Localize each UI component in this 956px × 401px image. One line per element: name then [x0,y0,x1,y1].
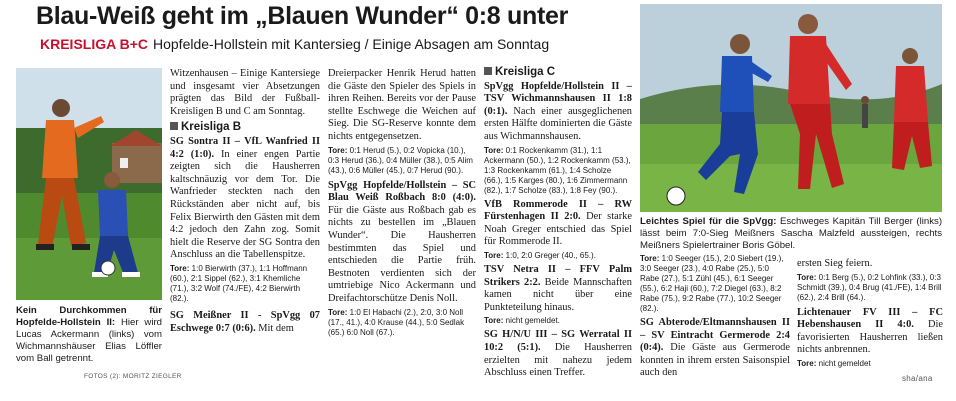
goals-label: Tore: [484,250,504,260]
photo-eschwege-vs-meissner-image [640,4,942,212]
match-report-abterode-germerode [640,317,790,380]
headline: Blau-Weiß geht im „Blauen Wunder“ 0:8 unter [36,2,569,30]
goal-list [797,359,943,369]
goal-list [484,251,632,261]
section-heading-kreisliga-c [484,66,632,79]
match-heading: TSV Netra II – FFV Palm Strikers 2:2. [484,263,632,288]
goals-label: Tore: [797,358,817,368]
photo-caption-2-lead: Leichtes Spiel für die SpVgg: [640,216,777,227]
match-text-continued: ersten Sieg feiern. [797,258,873,269]
match-heading: Lichtenauer FV III – FC Hebenshausen II 4:0. [797,306,943,331]
match-heading: SG H/N/U III – SG Werratal II 10:2 (5:1). [484,329,632,353]
article-column-3 [484,66,632,380]
goals-label: Tore: [797,272,817,282]
match-text: In einer engen Partie zeigten sich die Hausherren kaltschnäuzig vor dem Tor. Die Wanfrieder steckten nach den Rückständen aber nicht auf, bis Felix Bierwirth den Gästen mit dem 4:2 jedoch den Zahn zog. Somit hielt die Reserve der SG Sontra den Anschluss an die Tabellenspitze. [170,148,321,261]
goals-label: Tore: [484,145,504,155]
photo-caption-2-text: Eschweges Kapitän Till Berger (links) lässt beim 7:0-Sieg Meißners Sascha Malzfeld aussteigen, rechts Meißners Spielertrainer Boris Göbel. [640,216,943,251]
photo-credit: FOTOS (2): MORITZ ZIEGLER [84,373,182,380]
article-column-1 [170,68,320,335]
section-heading-text: Kreisliga B [181,121,242,134]
match-text: Der starke Noah Greger entschied das Spiel für Rommerode II. [484,211,632,248]
match-report-sontra-wanfried [170,136,320,262]
article-column-2 [328,68,476,341]
match-heading: SpVgg Hopfelde/Hollstein II – TSV Wichmannshausen II 1:8 (0:1). [484,80,632,117]
photo-hopfelde-vs-wichmannshausen [16,68,162,300]
section-heading-kreisliga-b [170,121,320,134]
match-text: Die Hausherren erzielten mit nahezu jedem Abschluss einen Treffer. [484,341,633,379]
goal-list [797,273,943,303]
article-column-4 [640,254,790,380]
goals-text: 1:0 El Habachi (2.), 2:0, 3:0 Noll (17., 41.), 4:0 Krause (44.), 5:0 Sedlak (65.) 6:0 Noll (67.). [328,307,465,337]
goals-text: 0:1 Berg (5.), 0:2 Lohfink (33.), 0:3 Schmidt (39.), 0:4 Brug (41./FE), 1:4 Brill (62.), 2:4 Brill (64.). [797,272,942,302]
match-text: Die Gäste aus Germerode konnten in ihrem ersten Saisonspiel auch den [640,342,790,379]
subheadline [40,36,549,52]
match-report-lichtenau-hebenshausen [797,307,943,357]
goals-text: 1:0 Seeger (15.), 2:0 Siebert (19.), 3:0 Seeger (23.), 4:0 Rabe (25.), 5:0 Rabe (27.), 5:1 Zühl (45.), 6:1 Seeger (55.), 6:2 Haji (60.), 7:2 Diegel (63.), 8:2 Rabe (75.), 9:2 Rabe (77.), 10:2 Seeger (82.). [640,254,784,313]
goals-text: nicht gemeldet [818,358,871,368]
author-credit: sha/ana [902,374,933,383]
match-report-hnu-werratal [484,329,632,379]
photo-caption-1 [16,305,162,365]
match-text-continued: Dreierpacker Henrik Herud hatten die Gäste den Spieler des Spiels in ihren Reihen. Bereits vor der Pause stellte Eschwege die Weichen auf Sieg. Die SG-Reserve konnte dem nichts entgegensetzen. [328,68,476,142]
match-report-meissner-eschwege [170,310,320,335]
match-text: Die favorisierten Hausherren ließen nichts anbrennen. [797,319,943,356]
goals-text: nicht gemeldet. [505,316,560,326]
article-column-5 [797,258,943,372]
match-heading: SG Abterode/Eltmannshausen II – SV Eintracht Germerode 2:4 (0:4). [640,317,790,354]
goal-list [328,146,476,176]
match-text: Mit dem [255,322,294,334]
goal-list [484,146,632,196]
match-heading: SG Meißner II - SpVgg 07 Eschwege 0:7 (0:6). [170,309,320,334]
photo-caption-2 [640,216,942,252]
goals-text: 0:1 Rockenkamm (31.), 1:1 Ackermann (50.), 1:2 Rockenkamm (53.), 1:3 Rockenkamm (61.), 1:4 Scholze (66.), 1:5 Karges (80.), 1:6 Zimmermann (82.), 1:7 Scholze (83.), 1:8 Fey (90.). [484,145,631,195]
kicker: KREISLIGA B+C [40,36,148,52]
subheadline-text: Hopfelde-Hollstein mit Kantersieg / Einige Absagen am Sonntag [153,36,550,52]
match-report-rommerode-fuerstenhagen [484,199,632,249]
goals-label: Tore: [328,307,348,317]
photo-eschwege-vs-meissner [640,4,942,212]
match-report-hopfelde-rossbach [328,180,476,306]
match-text: Nach einer ausgeglichenen ersten Hälfte dominierten die Gäste aus Wichmannshausen. [484,105,632,142]
match-heading: SpVgg Hopfelde/Hollstein – SC Blau Weiß Roßbach 8:0 (4:0). [328,179,476,204]
goal-list [640,254,790,314]
photo-caption-1-lead: Kein Durchkommen für Hopfelde-Hollstein II: [16,305,162,328]
goal-list [484,316,632,326]
goals-text: 0:1 Herud (5.), 0:2 Vopicka (10.), 0:3 Herud (36.), 0:4 Müller (38.), 0:5 Alim (43.), 0:6 Müller (45.), 0:7 Herud (90.). [328,145,473,175]
goals-label: Tore: [170,263,190,273]
section-marker [170,122,178,130]
goal-list [170,264,320,304]
match-report-hopfelde-wichmannshausen [484,81,632,144]
goals-label: Tore: [640,254,660,263]
match-heading: SG Sontra II – VfL Wanfried II 4:2 (1:0). [170,135,320,160]
photo-hopfelde-vs-wichmannshausen-image [16,68,162,300]
section-marker [484,67,492,75]
goals-label: Tore: [328,145,348,155]
goals-label: Tore: [484,316,504,326]
photo-caption-1-text: Hier wird Lucas Ackermann (links) vom Wichmannshäuser Elias Löffler vom Ball getrennt. [16,317,163,364]
section-heading-text: Kreisliga C [495,66,556,78]
match-report-netra-palm-strikers [484,264,632,314]
match-text: Für die Gäste aus Roßbach gab es nichts zu bestellen im „Blauen Wunder“. Die Hausherren bestimmten das Spiel und entschieden die Partie früh. Bestnoten verdienten sich der umtriebige Nico Ackermann und Dreifachtorschütze Denis Noll. [328,204,476,304]
goal-list [328,308,476,338]
article-intro: Witzenhausen – Einige Kantersiege und insgesamt vier Absetzungen prägten das Bild der Fußball-Kreisligen B und C am Sonntag. [170,68,320,117]
goals-text: 1:0 Bierwirth (37.), 1:1 Hoffmann (60.), 2:1 Sippel (62.), 3:1 Khemliche (71.), 3:2 Wolf (74./FE), 4:2 Bierwirth (82.). [170,263,308,303]
match-heading: VfB Rommerode II – RW Fürstenhagen II 2:0. [484,198,632,223]
goals-text: 1:0, 2:0 Greger (40., 65.). [505,250,596,260]
match-text: Beide Mannschaften kamen nicht über eine Punkteteilung hinaus. [484,276,632,313]
